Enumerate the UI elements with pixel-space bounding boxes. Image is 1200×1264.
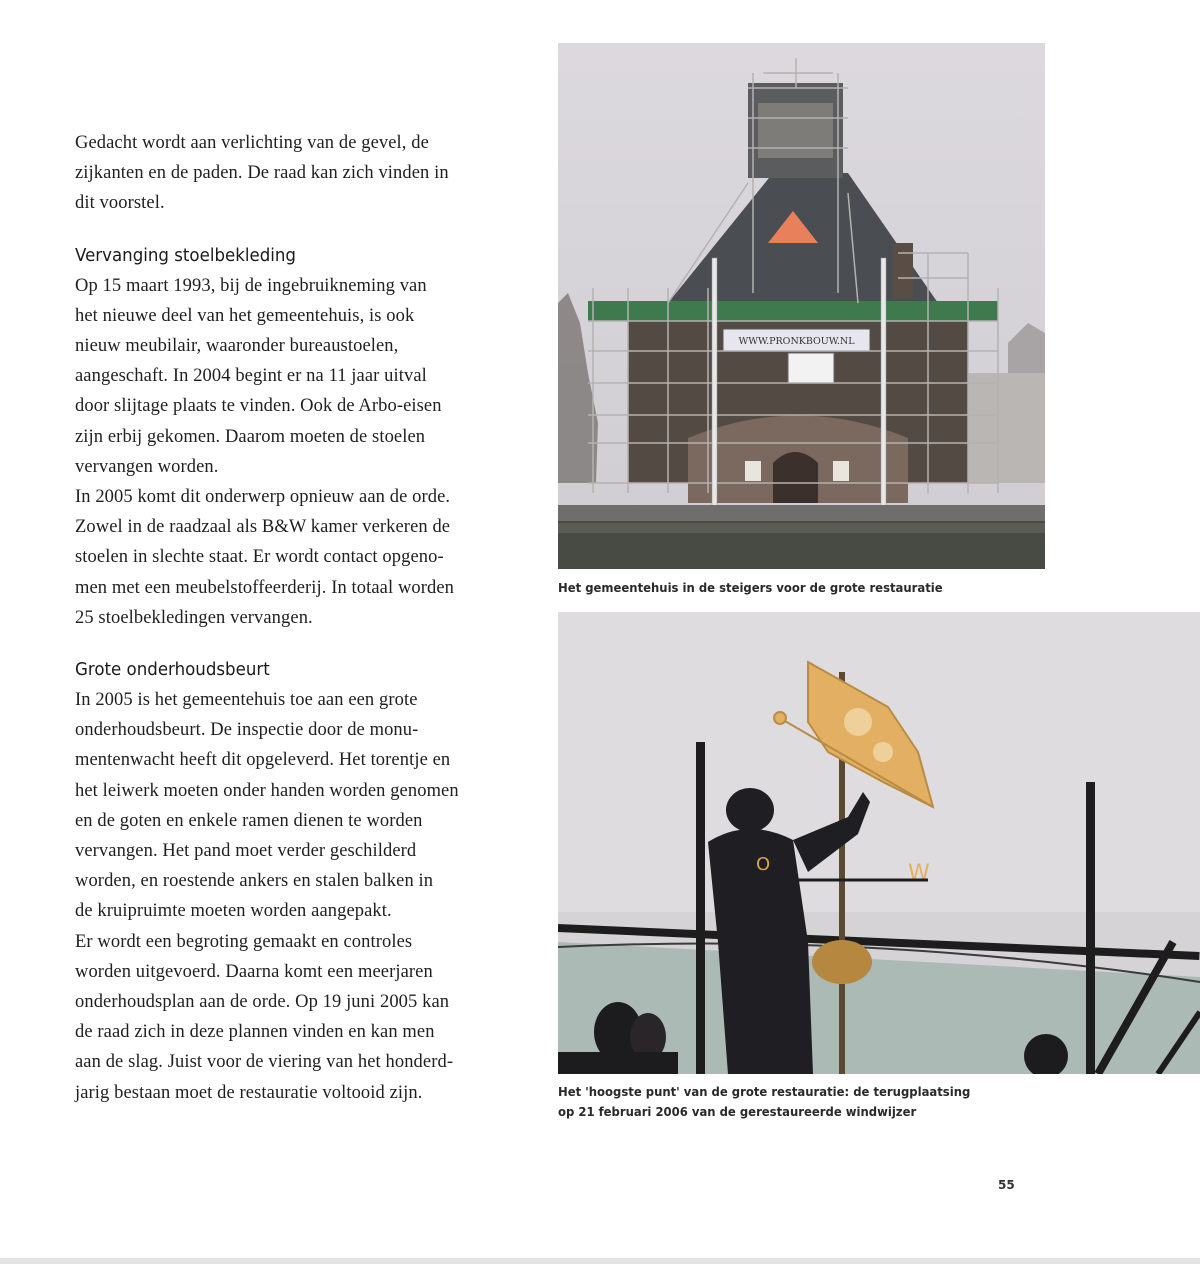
text-column <box>75 128 535 1108</box>
pronkbouw-banner-text: WWW.PRONKBOUW.NL <box>738 336 855 347</box>
stoelbekleding-paragraph: Op 15 maart 1993, bij de ingebruikneming van het nieuwe deel van het gemeentehuis, is ook nieuw meubilair, waaronder bureaustoelen, aangeschaft. In 2004 begint er na 11 jaar uitval door slijtage plaats te vinden. Ook de Arbo-eisen zijn erbij gekomen. Daarom moeten de stoelen vervangen worden. In 2005 komt dit onderwerp opnieuw aan de orde. Zowel in de raadzaal als B&W kamer verkeren de stoelen in slechte staat. Er wordt contact opgeno- men met een meubelstoffeerderij. In totaal worden 25 stoelbekledingen vervangen. <box>75 275 455 628</box>
weather-vane-photo <box>558 612 1200 1074</box>
section-heading-stoelbekleding: Vervanging stoelbekleding <box>75 245 296 266</box>
onderhoudsbeurt-paragraph: In 2005 is het gemeentehuis toe aan een grote onderhoudsbeurt. De inspectie door de monu- mentenwacht heeft dit opgeleverd. Het torentje en het leiwerk moeten onder handen worden genomen en de goten en enkele ramen dienen te worden vervangen. Het pand moet verder geschilderd worden, en roestende ankers en stalen balken in de kruipruimte moeten worden aangepakt. Er wordt een begroting gemaakt en controles worden uitgevoerd. Daarna komt een meerjaren onderhoudsplan aan de orde. Op 19 juni 2005 kan de raad zich in deze plannen vinden en kan men aan de slag. Juist voor de viering van het honderd- jarig bestaan moet de restauratie voltooid zijn. <box>75 690 459 1103</box>
photo2-caption: Het 'hoogste punt' van de grote restauratie: de terugplaatsing op 21 februari 2006 van de gerestaureerde windwijzer <box>558 1084 971 1119</box>
jacket-letter: O <box>756 854 771 875</box>
page-edge <box>0 1258 1200 1264</box>
town-hall-scaffolding-photo <box>558 43 1045 569</box>
photo1-caption: Het gemeentehuis in de steigers voor de grote restauratie <box>558 580 943 595</box>
compass-w-letter: W <box>908 861 930 886</box>
page-number: 55 <box>998 1178 1015 1192</box>
intro-paragraph: Gedacht wordt aan verlichting van de gevel, de zijkanten en de paden. De raad kan zich vinden in dit voorstel. <box>75 133 449 214</box>
section-heading-onderhoudsbeurt: Grote onderhoudsbeurt <box>75 660 270 681</box>
